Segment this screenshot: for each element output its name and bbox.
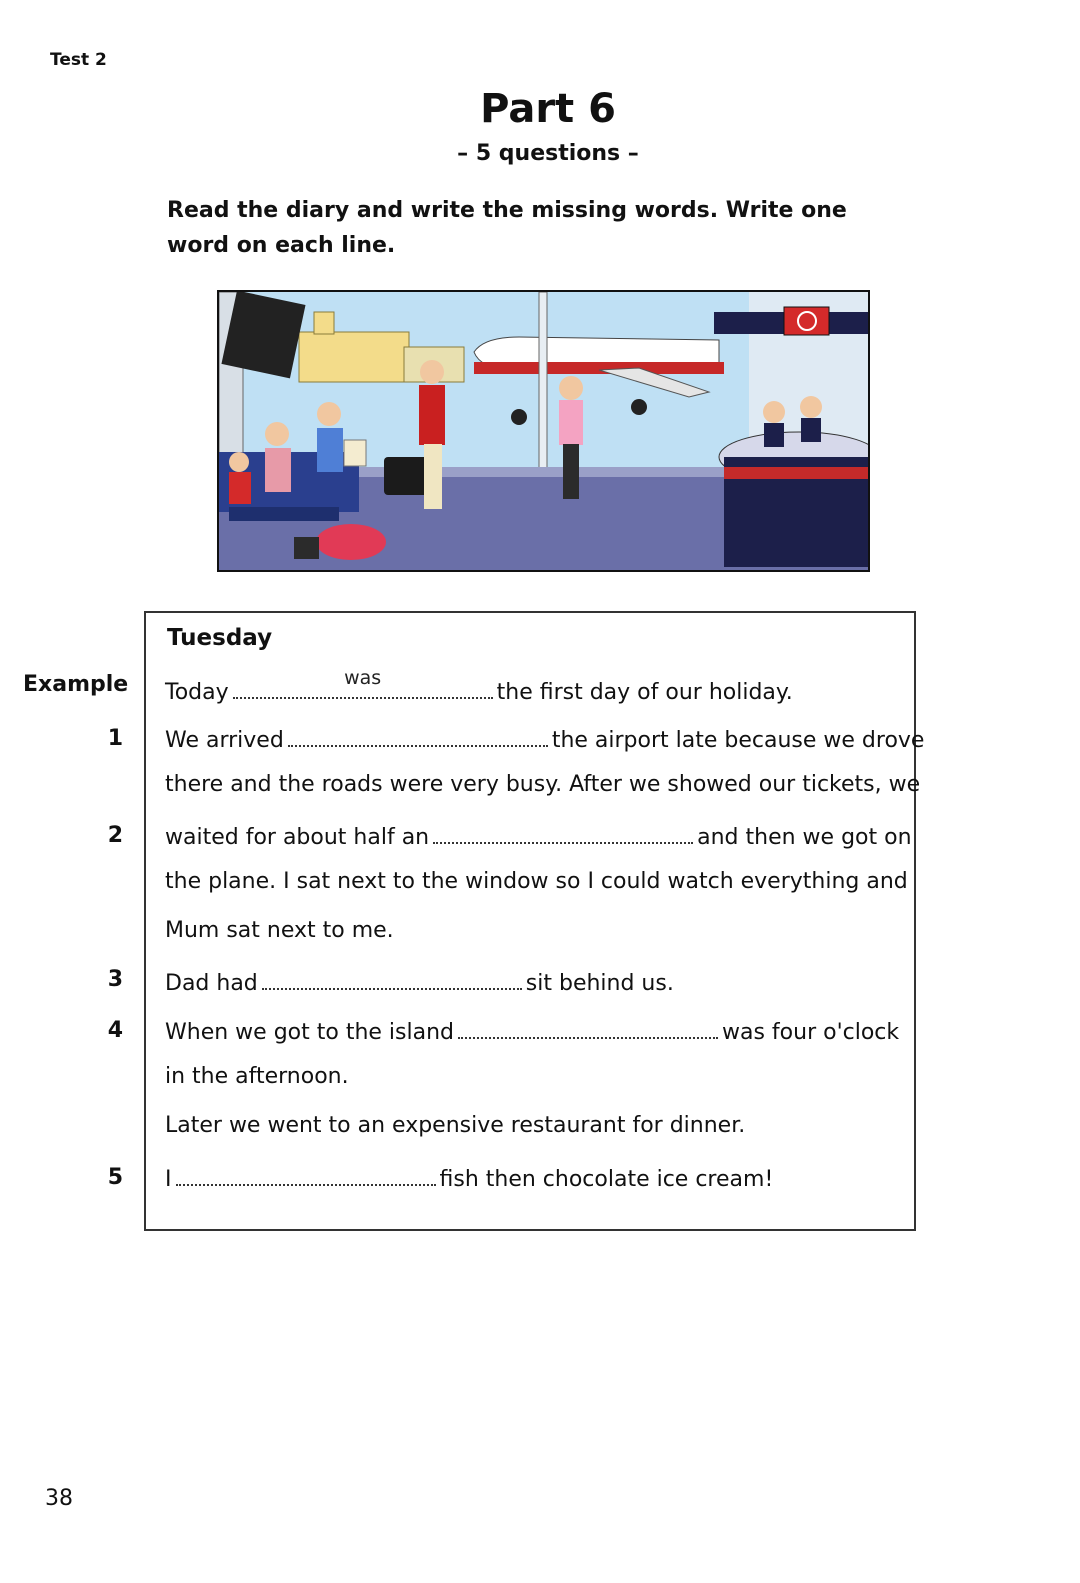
diary-day-title: Tuesday bbox=[167, 625, 273, 651]
example-line bbox=[165, 667, 793, 705]
line-2-before: waited for about half an bbox=[165, 825, 430, 850]
answer-gap-5[interactable] bbox=[176, 1162, 436, 1186]
line-5-after: fish then chocolate ice cream! bbox=[439, 1167, 774, 1192]
airport-scene-svg bbox=[219, 292, 868, 570]
answer-gap-4[interactable] bbox=[458, 1015, 718, 1039]
line-1-before: We arrived bbox=[165, 728, 284, 753]
part-subtitle: – 5 questions – bbox=[457, 141, 639, 166]
example-label: Example bbox=[23, 672, 129, 697]
line-5-before: I bbox=[165, 1167, 172, 1192]
example-before: Today bbox=[165, 680, 229, 705]
answer-gap-1[interactable] bbox=[288, 723, 548, 747]
question-number-1: 1 bbox=[107, 726, 123, 751]
question-number-2: 2 bbox=[107, 823, 123, 848]
line-3-before: Dad had bbox=[165, 971, 258, 996]
example-answer: was bbox=[344, 667, 382, 689]
diary-line-2 bbox=[165, 820, 912, 850]
answer-gap-2[interactable] bbox=[433, 820, 693, 844]
diary-line-text: the plane. I sat next to the window so I could watch everything and bbox=[165, 869, 908, 894]
question-number-4: 4 bbox=[107, 1018, 123, 1043]
diary-line-4 bbox=[165, 1015, 899, 1045]
part-title: Part 6 bbox=[480, 86, 616, 132]
question-number-5: 5 bbox=[107, 1165, 123, 1190]
diary-line-text: Mum sat next to me. bbox=[165, 918, 394, 943]
answer-gap-3[interactable] bbox=[262, 966, 522, 990]
instruction-text: Read the diary and write the missing words. Write one word on each line. bbox=[167, 198, 847, 258]
line-4-before: When we got to the island bbox=[165, 1020, 454, 1045]
diary-line-text: there and the roads were very busy. After we showed our tickets, we bbox=[165, 772, 921, 797]
airport-illustration bbox=[217, 290, 870, 572]
line-3-after: sit behind us. bbox=[525, 971, 674, 996]
example-after: the first day of our holiday. bbox=[496, 680, 793, 705]
page-number: 38 bbox=[45, 1486, 73, 1511]
line-4-after: was four o'clock bbox=[722, 1020, 900, 1045]
test-label: Test 2 bbox=[50, 50, 107, 70]
diary-line-text: in the afternoon. bbox=[165, 1064, 349, 1089]
question-number-3: 3 bbox=[107, 967, 123, 992]
example-answer-gap bbox=[233, 667, 493, 699]
diary-line-1 bbox=[165, 723, 924, 753]
diary-line-text: Later we went to an expensive restaurant for dinner. bbox=[165, 1113, 746, 1138]
diary-line-5 bbox=[165, 1162, 773, 1192]
diary-line-3 bbox=[165, 966, 674, 996]
line-1-after: the airport late because we drove bbox=[551, 728, 925, 753]
line-2-after: and then we got on bbox=[697, 825, 912, 850]
